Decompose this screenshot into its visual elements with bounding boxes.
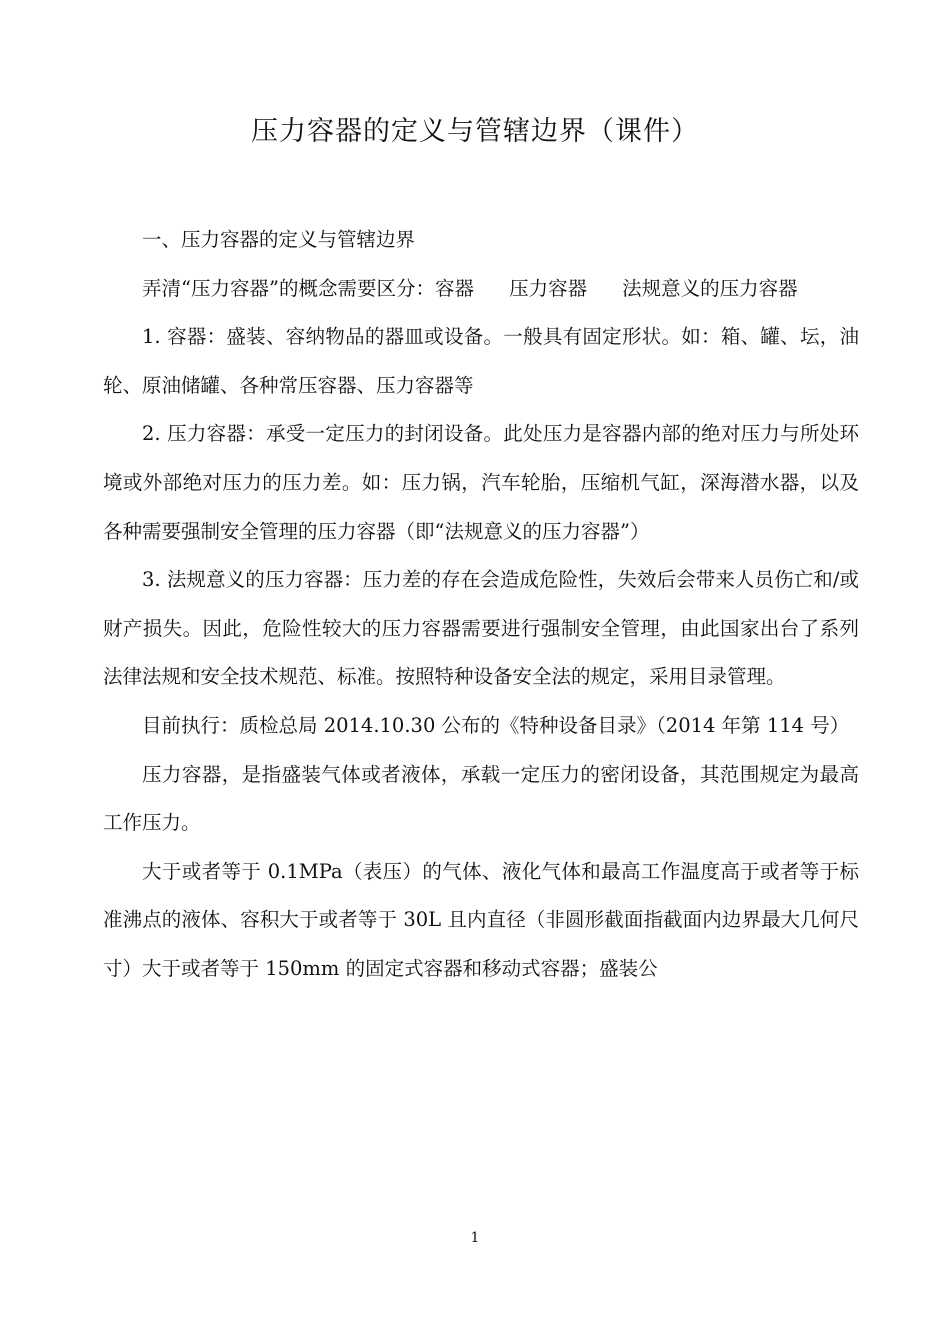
intro-lead: 弄清“压力容器”的概念需要区分： [142,276,435,300]
criteria-paragraph: 大于或者等于 0.1MPa（表压）的气体、液化气体和最高工作温度高于或者等于标准沸点的液体、容积大于或者等于 30L 且内直径（非圆形截面指截面内边界最大几何尺寸）大于或者等于 150mm 的固定式容器和移动式容器；盛装公 [103,859,859,980]
current-regulation-paragraph: 目前执行：质检总局 2014.10.30 公布的《特种设备目录》（2014 年第 114 号） [142,713,850,737]
item-2-paragraph: 2. 压力容器：承受一定压力的封闭设备。此处压力是容器内部的绝对压力与所处环境或外部绝对压力的压力差。如：压力锅，汽车轮胎，压缩机气缸，深海潜水器，以及各种需要强制安全管理的压力容器（即“法规意义的压力容器”） [103,422,859,543]
item-1-paragraph: 1. 容器：盛装、容纳物品的器皿或设备。一般具有固定形状。如：箱、罐、坛，油轮、原油储罐、各种常压容器、压力容器等 [103,325,859,397]
intro-term-pressure-vessel: 压力容器 [509,276,588,300]
page-number: 1 [470,1230,480,1246]
item-3-paragraph: 3. 法规意义的压力容器：压力差的存在会造成危险性，失效后会带来人员伤亡和/或财产损失。因此，危险性较大的压力容器需要进行强制安全管理，由此国家出台了系列法律法规和安全技术规范、标准。按照特种设备安全法的规定，采用目录管理。 [103,568,859,689]
intro-paragraph [103,265,859,314]
intro-term-regulatory-vessel: 法规意义的压力容器 [622,276,798,300]
intro-term-container: 容器 [434,276,474,300]
document-body [103,216,859,994]
definition-paragraph: 压力容器，是指盛装气体或者液体，承载一定压力的密闭设备，其范围规定为最高工作压力。 [103,762,859,835]
section-heading: 一、压力容器的定义与管辖边界 [142,228,416,251]
document-title: 压力容器的定义与管辖边界（课件） [251,116,699,147]
